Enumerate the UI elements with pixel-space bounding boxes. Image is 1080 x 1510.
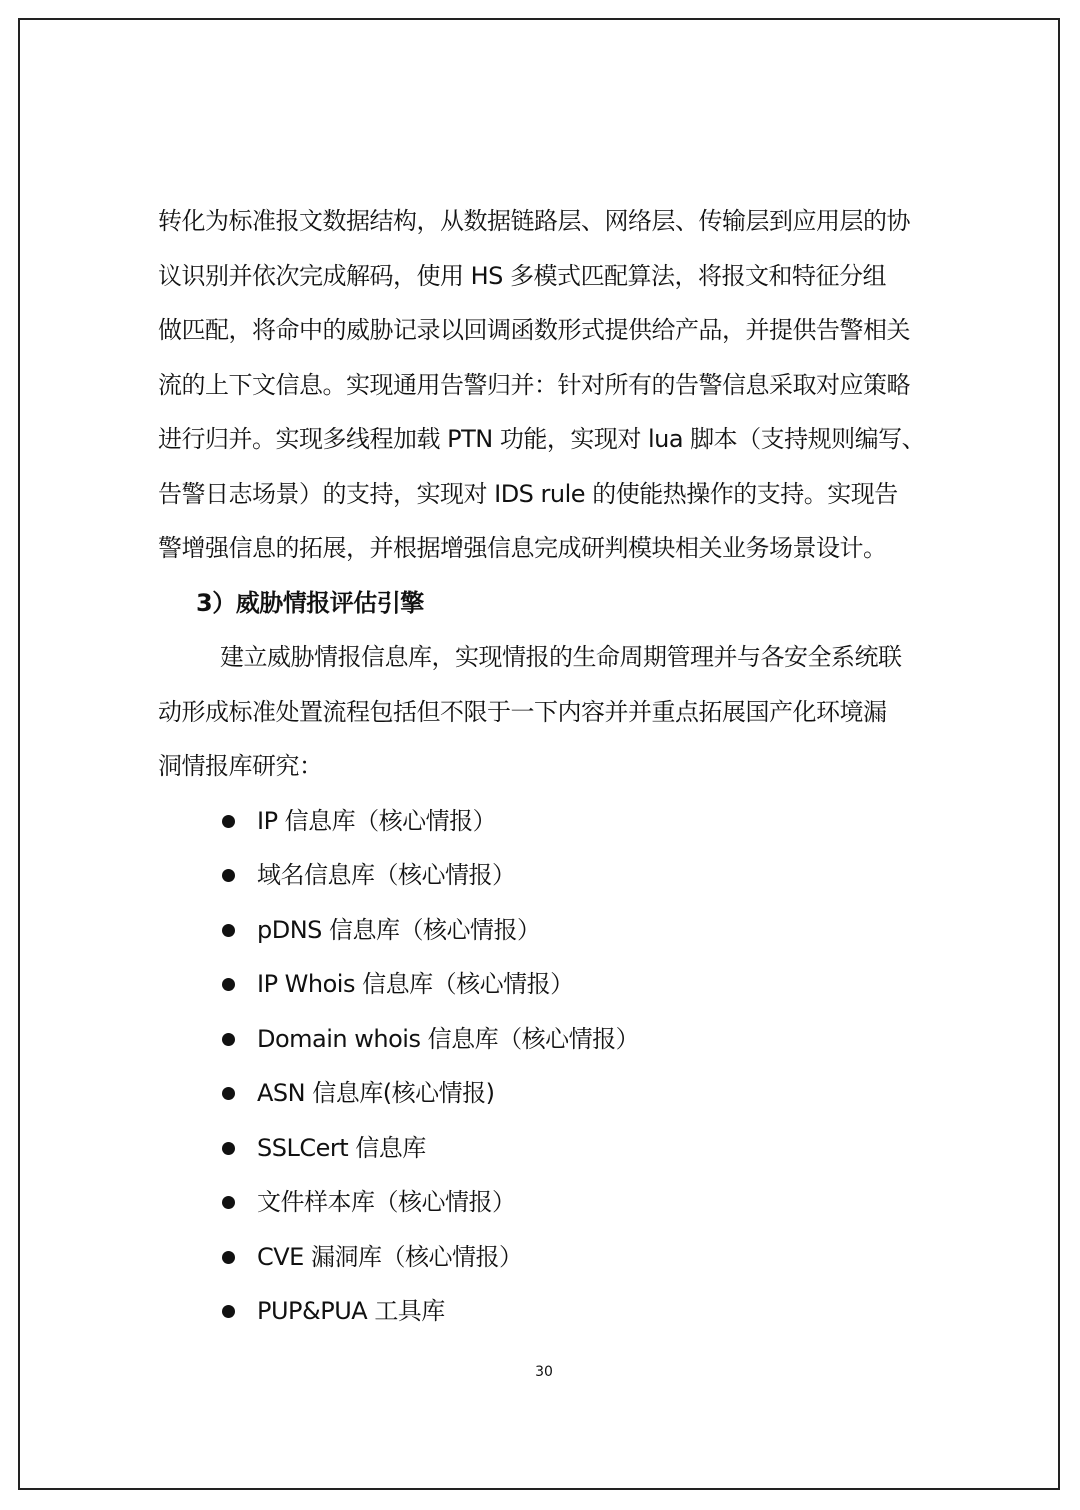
list-item-text: Domain whois 信息库（核心情报） (257, 1024, 640, 1053)
list-item-text: PUP&PUA 工具库 (257, 1297, 445, 1325)
list-item-text: SSLCert 信息库 (257, 1133, 426, 1162)
bullet-icon (222, 1305, 235, 1318)
list-item (158, 957, 938, 1012)
list-item (158, 1284, 938, 1339)
list-item (158, 848, 938, 903)
body-line: 告警日志场景）的支持，实现对 IDS rule 的使能热操作的支持。实现告 (158, 479, 898, 508)
para-line: 动形成标准处置流程包括但不限于一下内容并并重点拓展国产化环境漏 (158, 697, 887, 726)
list-item-text: 文件样本库（核心情报） (257, 1188, 516, 1216)
list-item-text: pDNS 信息库（核心情报） (257, 915, 541, 944)
list-item (158, 1175, 938, 1230)
bullet-icon (222, 1251, 235, 1264)
body-line: 议识别并依次完成解码，使用 HS 多模式匹配算法，将报文和特征分组 (158, 261, 887, 290)
list-item (158, 1230, 938, 1285)
body-line: 做匹配，将命中的威胁记录以回调函数形式提供给产品，并提供告警相关 (158, 316, 910, 344)
body-line: 转化为标准报文数据结构，从数据链路层、网络层、传输层到应用层的协 (158, 207, 910, 235)
list-item-text: IP 信息库（核心情报） (257, 806, 497, 835)
page-number: 30 (535, 1364, 553, 1380)
bullet-icon (222, 1142, 235, 1155)
bullet-list (158, 794, 938, 1339)
section-heading: 3）威胁情报评估引擎 (196, 588, 424, 617)
list-item-text: 域名信息库（核心情报） (257, 861, 516, 889)
page-content (158, 194, 938, 1339)
list-item (158, 1012, 938, 1067)
bullet-icon (222, 1033, 235, 1046)
list-item (158, 1121, 938, 1176)
body-line: 进行归并。实现多线程加载 PTN 功能，实现对 lua 脚本（支持规则编写、 (158, 425, 926, 453)
list-item-text: ASN 信息库(核心情报) (257, 1079, 495, 1107)
list-item (158, 903, 938, 958)
body-line: 警增强信息的拓展，并根据增强信息完成研判模块相关业务场景设计。 (158, 534, 887, 562)
bullet-icon (222, 869, 235, 882)
para-line: 洞情报库研究： (158, 752, 323, 780)
bullet-icon (222, 1087, 235, 1100)
list-item (158, 1066, 938, 1121)
list-item-text: IP Whois 信息库（核心情报） (257, 970, 574, 998)
bullet-icon (222, 978, 235, 991)
para-line: 建立威胁情报信息库，实现情报的生命周期管理并与各安全系统联 (220, 643, 902, 671)
bullet-icon (222, 924, 235, 937)
bullet-icon (222, 815, 235, 828)
list-item-text: CVE 漏洞库（核心情报） (257, 1242, 523, 1271)
bullet-icon (222, 1196, 235, 1209)
list-item (158, 794, 938, 849)
body-line: 流的上下文信息。实现通用告警归并：针对所有的告警信息采取对应策略 (158, 370, 910, 399)
